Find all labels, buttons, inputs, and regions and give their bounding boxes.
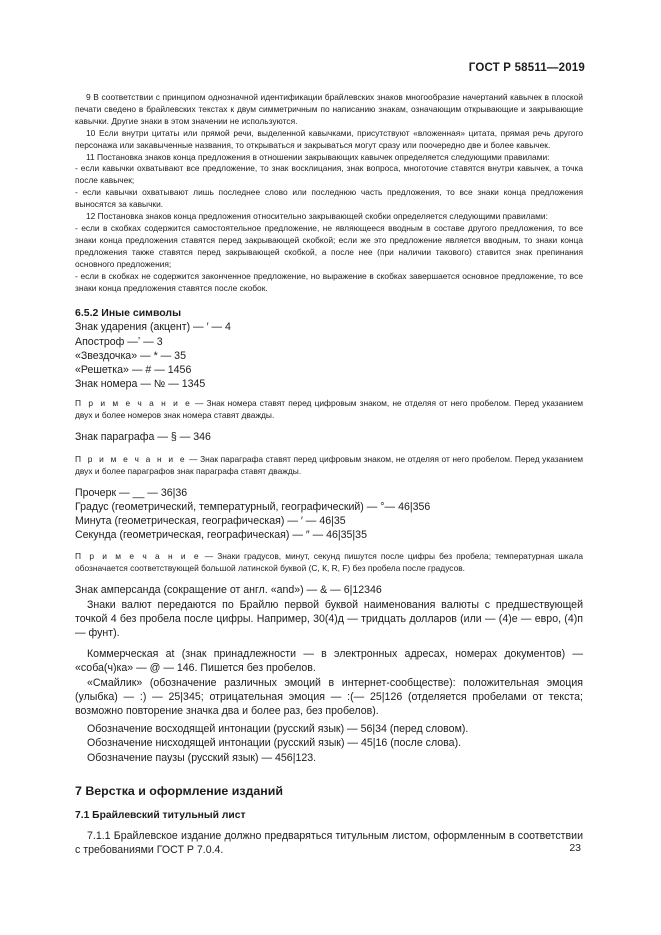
symbol-item: Знак ударения (акцент) — ′ — 4 <box>75 321 231 334</box>
symbol-item: Знак номера — № — 1345 <box>75 378 206 391</box>
symbol-item: Минута (геометрическая, географическая) — ′ — 46|35 <box>75 515 346 528</box>
paragraph-note-11-rule-a: - если кавычки охватывают все предложение, то знак восклицания, знак вопроса, многоточие ставятся внутри кавычек, а точка после кавычек; <box>75 163 583 186</box>
symbol-item: Градус (геометрический, температурный, географический) — °— 46|356 <box>75 500 431 513</box>
paragraph-note-12-rule-a: - если в скобках содержится самостоятельное предложение, не являющееся вводным в составе другого предложения, то все знаки конца предложения ставятся перед закрывающей скобкой; если же это предложение является вводным, то знаки конца предложения также ставятся перед закрывающей скобкой, а после нее (при наличии такового) ставится знак препинания основного предложения; <box>75 222 583 269</box>
paragraph-note-9: 9 В соответствии с принципом однозначной идентификации брайлевских знаков многообразие начертаний кавычек в плоской печати сведено в брайлевских текстах к двум симметричным по написанию знакам, означающим открывающие и закрывающие кавычки. Другие знаки в этом значении не используются. <box>75 92 583 126</box>
paragraph-sign-line: Знак параграфа — § — 346 <box>75 431 211 444</box>
subsection-heading-652: 6.5.2 Иные символы <box>75 307 182 320</box>
intonation-pause: Обозначение паузы (русский язык) — 456|123. <box>87 751 317 764</box>
note-label: П р и м е ч а н и е <box>75 398 192 409</box>
note-text: — Знак номера ставят перед цифровым знаком, не отделяя от него пробелом. Перед указанием двух и более номеров знак номера ставят дважды. <box>75 398 583 421</box>
page-number: 23 <box>569 842 581 854</box>
note-text: — Знак параграфа ставят перед цифровым знаком, не отделяя от него пробелом. Перед указанием двух и более параграфов знак параграфа ставят дважды. <box>75 453 583 476</box>
subsection-heading-71: 7.1 Брайлевский титульный лист <box>75 809 246 821</box>
note-degrees <box>75 550 583 574</box>
document-code: ГОСТ Р 58511—2019 <box>468 62 585 74</box>
section-heading-7: 7 Верстка и оформление изданий <box>75 783 283 798</box>
ampersand-line: Знак амперсанда (сокращение от англ. «and») — & — 6|12346 <box>75 584 382 597</box>
note-label: П р и м е ч а н и е <box>75 453 187 464</box>
intonation-falling: Обозначение нисходящей интонации (русский язык) — 45|16 (после слова). <box>87 737 462 750</box>
note-number-sign <box>75 397 583 421</box>
paragraph-note-11-rule-b: - если кавычки охватывают лишь последнее слово или последнюю часть предложения, то все знаки конца предложения выносятся за кавычки. <box>75 187 583 210</box>
paragraph-note-12-rule-b: - если в скобках не содержится законченное предложение, но выражение в скобках завершается основное предложение, то все знаки конца предложения ставятся после скобок. <box>75 270 583 293</box>
paragraph-note-12: 12 Постановка знаков конца предложения относительно закрывающей скобки определяется следующими правилами: <box>86 211 548 222</box>
symbol-item: Апостроф —ʼ — 3 <box>75 335 163 348</box>
symbol-item: «Решетка» — # — 1456 <box>75 364 192 377</box>
symbol-item: Прочерк — __ — 36|36 <box>75 486 188 499</box>
intonation-rising: Обозначение восходящей интонации (русский язык) — 56|34 (перед словом). <box>87 723 469 736</box>
note-paragraph-sign <box>75 453 583 477</box>
note-label: П р и м е ч а н и е <box>75 551 201 562</box>
section-71-paragraph: 7.1.1 Брайлевское издание должно предваряться титульным листом, оформленным в соответствии с требованиями ГОСТ Р 7.0.4. <box>75 829 583 857</box>
currency-paragraph: Знаки валют передаются по Брайлю первой буквой наименования валюты с предшествующей точкой 4 без пробела после цифры. Например, 30(4)д — тридцать долларов (или — (4)е — евро, (4)п — фунт). <box>75 598 583 640</box>
note-text: — Знаки градусов, минут, секунд пишутся после цифры без пробела; температурная шкала обозначается соответствующей большой латинской буквой (С, К, R, F) без пробела после градусов. <box>75 551 583 574</box>
symbol-item: «Звездочка» — * — 35 <box>75 349 186 362</box>
page-content <box>75 92 583 857</box>
symbol-item: Секунда (геометрическая, географическая) — ″ — 46|35|35 <box>75 529 367 542</box>
paragraph-note-10: 10 Если внутри цитаты или прямой речи, выделенной кавычками, присутствуют «вложенная» цитата, прямая речь другого персонажа или закавыченные названия, то открываться и закрываться могут сразу или поочередно две и более кавычек. <box>75 127 583 150</box>
commercial-at-paragraph: Коммерческая at (знак принадлежности — в электронных адресах, номерах документов) — «соба(ч)ка» — @ — 146. Пишется без пробелов. <box>75 648 583 675</box>
paragraph-note-11: 11 Постановка знаков конца предложения в отношении закрывающих кавычек определяется следующими правилами: <box>86 151 550 162</box>
smiley-paragraph: «Смайлик» (обозначение различных эмоций в интернет-сообществе): положительная эмоция (улыбка) — :) — 25|345; отрицательная эмоция — :(— 25|126 (отделяется пробелами от текста; возможно повторение значка два и более раз, без пробелов). <box>75 676 583 718</box>
